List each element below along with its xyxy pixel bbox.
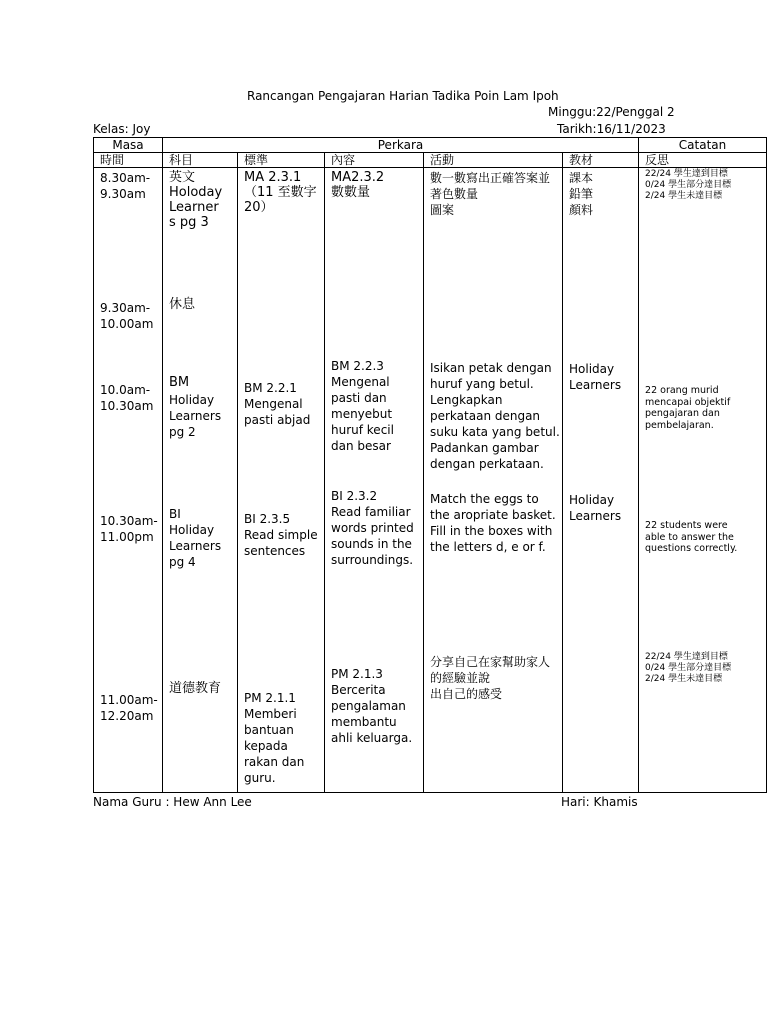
subject-4: BI Holiday Learners pg 4: [169, 507, 222, 569]
subject-1: 英文 Holoday Learner s pg 3: [169, 170, 223, 230]
subject-2: 休息: [169, 297, 196, 312]
activity-4: Match the eggs to the aropriate basket. Fill in the boxes with the letters d, e or f.: [430, 492, 556, 554]
lesson-plan-table: [93, 137, 767, 793]
content-4: BI 2.3.2 Read familiar words printed sounds in the surroundings.: [331, 489, 414, 567]
reflection-3: 22 orang murid mencapai objektif pengajaran dan pembelajaran.: [645, 385, 731, 431]
time-slot-2: 9.30am- 10.00am: [100, 301, 154, 331]
subject-5: 道德教育: [169, 681, 222, 696]
subheader-material: 教材: [563, 153, 639, 168]
standard-column: [238, 168, 325, 793]
activity-column: [424, 168, 563, 793]
material-4: Holiday Learners: [569, 493, 622, 523]
content-1: MA2.3.2 數數量: [331, 170, 385, 200]
content-column: [325, 168, 424, 793]
content-3: BM 2.2.3 Mengenal pasti dan menyebut huruf kecil dan besar: [331, 359, 394, 453]
subheader-time: 時間: [94, 153, 163, 168]
table-body-row: [94, 168, 767, 793]
time-column: [94, 168, 163, 793]
subheader-content: 內容: [325, 153, 424, 168]
subject-3: Holiday Learners pg 2: [169, 393, 222, 439]
time-slot-4: 10.30am- 11.00pm: [100, 514, 158, 544]
time-slot-1: 8.30am- 9.30am: [100, 171, 151, 201]
document-title: Rancangan Pengajaran Harian Tadika Poin Lam Ipoh: [247, 89, 559, 103]
subheader-reflection: 反思: [639, 153, 767, 168]
time-slot-5: 11.00am- 12.20am: [100, 693, 158, 723]
week-label: Minggu:22/Penggal 2: [548, 105, 675, 119]
header-perkara: Perkara: [163, 138, 639, 153]
subheader-activity: 活動: [424, 153, 563, 168]
day-label: Hari: Khamis: [561, 795, 638, 809]
standard-4: BI 2.3.5 Read simple sentences: [244, 512, 318, 558]
standard-5: PM 2.1.1 Memberi bantuan kepada rakan dan guru.: [244, 691, 305, 785]
material-1: 課本 鉛筆 顏料: [569, 171, 594, 217]
material-column: [563, 168, 639, 793]
content-5: PM 2.1.3 Bercerita pengalaman membantu ahli keluarga.: [331, 667, 413, 745]
activity-1: 數一數寫出正確答案並著色數量 圖案: [430, 171, 551, 217]
class-label: Kelas: Joy: [93, 122, 151, 136]
header-catatan: Catatan: [639, 138, 767, 153]
material-3: Holiday Learners: [569, 362, 622, 392]
standard-1: MA 2.3.1 （11 至數字 20）: [244, 170, 317, 215]
reflection-5: 22/24 學生達到目標 0/24 學生部分達目標 2/24 學生未達目標: [645, 652, 732, 684]
table-header-row: [94, 138, 767, 153]
reflection-1: 22/24 學生達到目標 0/24 學生部分達目標 2/24 學生未達目標: [645, 169, 732, 201]
table-subheader-row: [94, 153, 767, 168]
reflection-4: 22 students were able to answer the questions correctly.: [645, 520, 738, 554]
activity-5: 分享自己在家幫助家人的經驗並說 出自己的感受: [430, 655, 551, 701]
reflection-column: [639, 168, 767, 793]
standard-3: BM 2.2.1 Mengenal pasti abjad: [244, 381, 311, 427]
activity-3: Isikan petak dengan huruf yang betul. Lengkapkan perkataan dengan suku kata yang betul. Padankan gambar dengan perkataan.: [430, 361, 560, 471]
subject-3-code: BM: [169, 375, 190, 390]
subheader-subject: 科目: [163, 153, 238, 168]
teacher-name: Nama Guru : Hew Ann Lee: [93, 795, 252, 809]
subject-column: [163, 168, 238, 793]
time-slot-3: 10.0am- 10.30am: [100, 383, 154, 413]
header-masa: Masa: [94, 138, 163, 153]
date-label: Tarikh:16/11/2023: [557, 122, 666, 136]
subheader-standard: 標準: [238, 153, 325, 168]
